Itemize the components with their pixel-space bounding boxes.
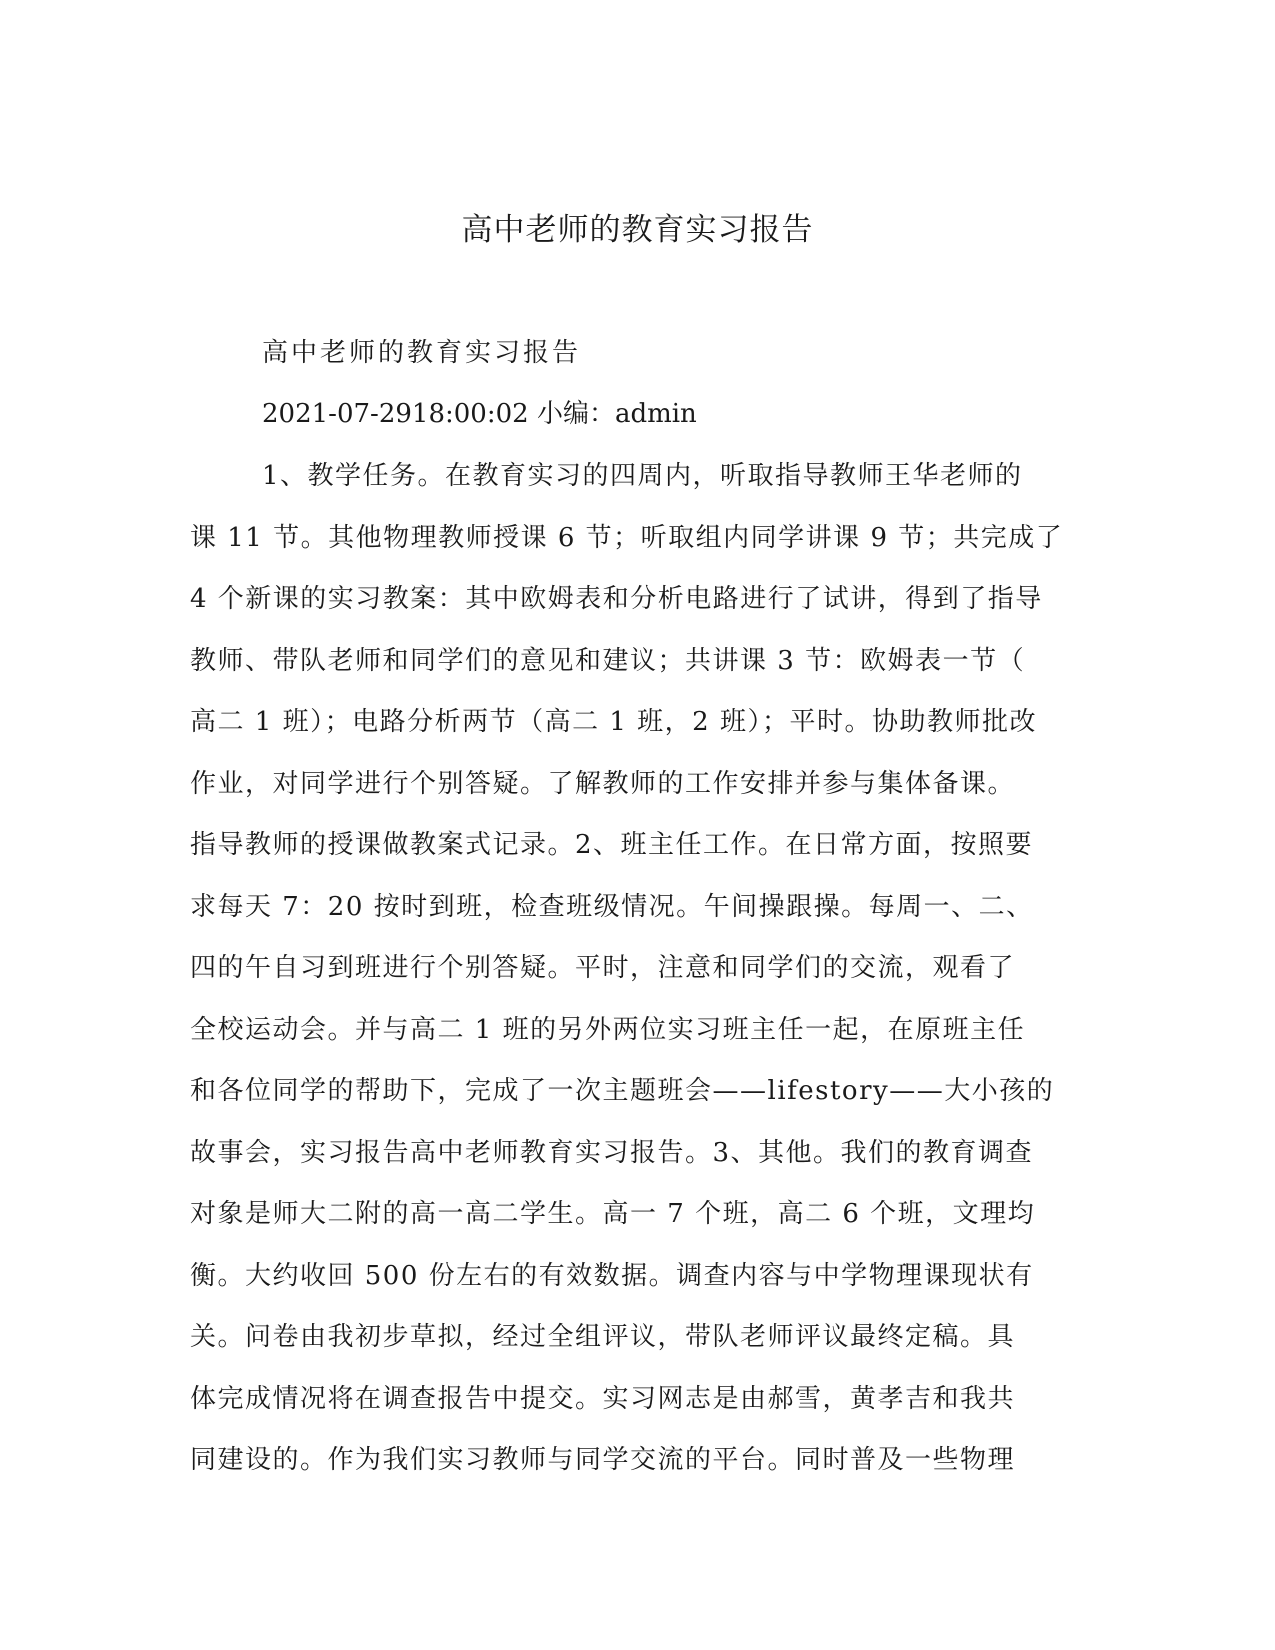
body-line: 关。问卷由我初步草拟，经过全组评议，带队老师评议最终定稿。具 [190,1322,1016,1352]
body-line: 指导教师的授课做教案式记录。2、班主任工作。在日常方面，按照要 [190,830,1034,860]
body-line: 同建设的。作为我们实习教师与同学交流的平台。同时普及一些物理 [190,1445,1016,1475]
body-line: 对象是师大二附的高一高二学生。高一 7 个班，高二 6 个班，文理均 [190,1199,1036,1229]
document-meta: 2021-07-2918:00:02 小编：admin [262,399,697,429]
document-body [190,456,1090,1502]
body-line: 体完成情况将在调查报告中提交。实习网志是由郝雪，黄孝吉和我共 [190,1383,1016,1414]
body-line: 四的午自习到班进行个别答疑。平时，注意和同学们的交流，观看了 [190,953,1016,983]
body-line: 全校运动会。并与高二 1 班的另外两位实习班主任一起，在原班主任 [190,1014,1026,1045]
body-line: 衡。大约收回 500 份左右的有效数据。调查内容与中学物理课现状有 [190,1260,1034,1291]
body-line: 高二 1 班）；电路分析两节（高二 1 班，2 班）；平时。协助教师批改 [190,707,1037,737]
body-line: 作业，对同学进行个别答疑。了解教师的工作安排并参与集体备课。 [190,768,1016,799]
body-line: 求每天 7：20 按时到班，检查班级情况。午间操跟操。每周一、二、 [190,891,1034,922]
document-subtitle: 高中老师的教育实习报告 [262,338,582,368]
body-line: 1、教学任务。在教育实习的四周内，听取指导教师王华老师的 [262,461,1023,491]
body-line: 和各位同学的帮助下，完成了一次主题班会——lifestory——大小孩的 [190,1076,1055,1106]
document-title: 高中老师的教育实习报告 [461,212,814,248]
body-line: 故事会，实习报告高中老师教育实习报告。3、其他。我们的教育调查 [190,1137,1034,1168]
body-line: 教师、带队老师和同学们的意见和建议；共讲课 3 节：欧姆表一节（ [190,645,1026,676]
body-line: 课 11 节。其他物理教师授课 6 节；听取组内同学讲课 9 节；共完成了 [190,522,1064,553]
body-line: 4 个新课的实习教案：其中欧姆表和分析电路进行了试讲，得到了指导 [190,584,1043,614]
